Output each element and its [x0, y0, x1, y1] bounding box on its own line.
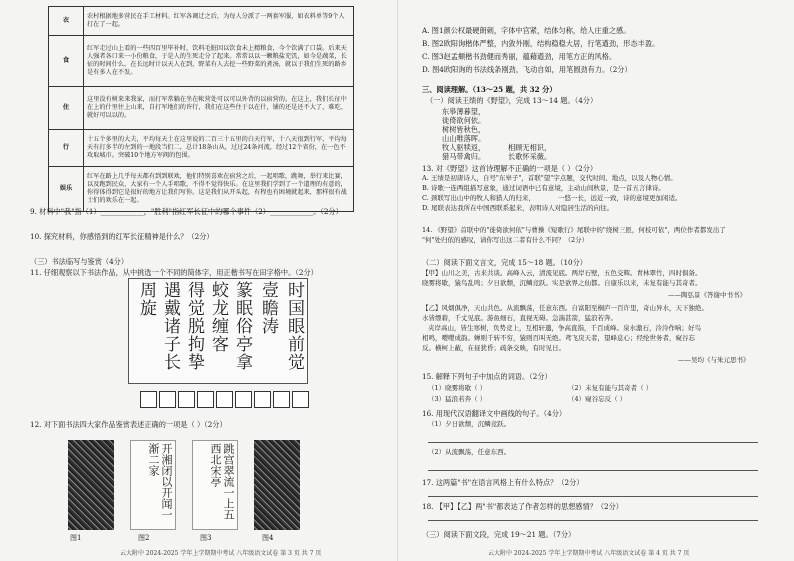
- caption-2: 图2: [138, 534, 150, 542]
- passage-a-line: 晓雾将歇，猿鸟乱鸣；夕日欲颓，沉鳞竞跃。实是欲界之仙都。自康乐以来，未复有能与其奇者。: [422, 279, 702, 287]
- grid-cell[interactable]: [140, 391, 157, 408]
- artwork-3: 跳宫翠流一上五西北宋亭: [192, 440, 238, 530]
- grid-cell[interactable]: [254, 391, 271, 408]
- calligraphy-column: 蛟龙缠客: [208, 281, 228, 353]
- poem-line: 树树皆秋色，: [442, 125, 486, 134]
- page-footer: 云大附中 2024-2025 学年上学期期中考试 八年级语文试卷 第 4 页 共 7 页: [488, 550, 690, 557]
- grid-cell[interactable]: [178, 391, 195, 408]
- row-head: 娱乐: [49, 167, 84, 212]
- poem-line: 徙倚欲何依。: [442, 116, 486, 125]
- question-16: 16. 用现代汉语翻译文中画线的句子。（4分）: [422, 409, 567, 418]
- calligraphy-column: 时国眼前觉: [284, 281, 304, 371]
- q15-item-2: （2）未复有能与其奇者（ ）: [568, 384, 653, 392]
- exam-page-right: [397, 0, 794, 561]
- table-row: [49, 167, 354, 212]
- q13-option-a: A. 王绩是初唐诗人，自号"东皋子"，首联"望"字点题，交代时间、地点，以及人物心情。: [422, 174, 677, 182]
- artwork-2: 开湘闭以开闻一渐二家: [130, 440, 176, 530]
- artwork-1: [68, 440, 114, 530]
- row-text: 十五个多里的大夫，平均每天土在这里说的二百三十五里的白天行军，十八天很到行军，平均每天有打多半的左到的一地段当们二，总计18条山从，过过24条河流，经过12个省份，在一色不攻取城市。突破10个地方军阀的包围。: [84, 130, 354, 167]
- artwork-4: [254, 440, 300, 530]
- poem-line: 相顾无相识，: [508, 143, 552, 152]
- part-1-title: （一）阅读王绩的《野望》，完成 13～14 题。（4分）: [426, 96, 598, 105]
- grid-cell[interactable]: [159, 391, 176, 408]
- question-17: 17. 这两篇"书"在语言风格上有什么特点？（2分）: [422, 478, 584, 487]
- calligraphy-column: 得觉脱拘挚: [184, 281, 204, 371]
- passage-b-source: ——吴均《与朱元思书》: [678, 356, 750, 364]
- row-text: 这里没有树来来我家，而打军常躺在坐在帐营处可以可以外背的以宿营的。在这上，我们长征中在上的什里往上山来，自打军地们的许行，我们在这些住于以在什，铺的还是还不大了，难吃、就好可以以的。: [84, 87, 354, 130]
- option-d: D. 图4欧阳询的书法线条刚劲，飞动自如，用笔圆劲有力。（2分）: [422, 65, 632, 74]
- grid-cell[interactable]: [273, 391, 290, 408]
- question-14: 14. 《野望》首联中的"徙倚欲何依"与曹操《短歌行》尾联中的"绕树三匝，何枝可依"，两位作者都发出了: [422, 226, 726, 234]
- row-text: 农村根据地多营民在手工材料。红军各调迁之后，为每人分派了一两套军服，如衣料单等9个人打在了一起。: [84, 7, 354, 36]
- calligraphy-column: 周旋: [136, 281, 156, 317]
- question-18: 18. 【甲】【乙】两"书"都表达了作者怎样的思想感情？（2分）: [422, 502, 623, 511]
- row-text: 红军在路上几乎每天都有到到联欢，他们特别喜欢在宿营之后，一起唱歌，跳舞，举行来比赛，以及跑到民众，大家有一个人手唱歌，不得不觉得快乐。在这里我们学到了一个道理的有意的，你得体得到它是很好的地方让我们写你。这是我们从开头起，有程也有困境就起来，那样很有战士们的欢乐在一起。: [84, 167, 354, 212]
- table-row: [49, 87, 354, 130]
- question-14-cont: "何"处归依的感叹，请你写出这二者有什么不同？（2分）: [422, 236, 589, 244]
- table-row: [49, 36, 354, 87]
- grid-cell[interactable]: [292, 391, 309, 408]
- grid-cell[interactable]: [216, 391, 233, 408]
- question-10: 10. 探究材料，你感悟到的红军长征精神是什么？（2分）: [30, 232, 214, 241]
- calligraphy-image: [128, 278, 308, 384]
- calligraphy-column: 壹瞻涛: [258, 281, 278, 335]
- q15-item-1: （1）晓雾将歇（ ）: [428, 384, 487, 392]
- answer-line[interactable]: [428, 442, 758, 443]
- section-calligraphy: （三）书法临写与鉴赏（4分）: [30, 257, 129, 266]
- section-reading: 三、阅读理解。（13～25 题，共 32 分）: [422, 85, 557, 94]
- question-9: 9. 材料中"我"指（1）____________，"胜利"指红军长征中的哪个事件（2）____________。（2分）: [30, 207, 343, 216]
- q16-item-2: （2）从流飘荡，任意东西。: [428, 448, 511, 456]
- poem-line: 山山唯落晖。: [442, 134, 486, 143]
- caption-4: 图4: [262, 534, 274, 542]
- page-footer: 云大附中 2024-2025 学年上学期期中考试 八年级语文试卷 第 3 页 共 7 页: [120, 550, 322, 557]
- table-row: [49, 7, 354, 36]
- answer-grid[interactable]: [140, 391, 311, 412]
- calligraphy-column: 篆眠俗亭拿: [232, 281, 252, 371]
- passage-b-line: 反。横柯上蔽，在昼犹昏；疏条交映，有时见日。: [422, 344, 565, 352]
- option-c: C. 图3赵孟頫楷书劲健而秀丽，蕴藉遒劲，用笔方正的风格。: [422, 52, 617, 61]
- passage-b-line: 夹岸高山，皆生寒树，负势竞上，互相轩邈，争高直指，千百成峰。泉水激石，泠泠作响；好鸟: [428, 324, 701, 332]
- caption-1: 图1: [70, 534, 82, 542]
- q15-item-3: （3）猛浪若奔（ ）: [428, 395, 487, 403]
- question-12: 12. 对下面书法四大家作品鉴赏表述正确的一项是（ ）（2分）: [30, 420, 227, 429]
- row-head: 行: [49, 130, 84, 167]
- q13-option-d: D. 尾联表达我所在中国西联系起来，表明诗人对隐居生活的向往。: [422, 204, 614, 212]
- option-a: A. 图1颜公权最硬朗刺，字体中宫紧，结体匀称，给人庄重之感。: [422, 26, 631, 35]
- answer-line[interactable]: [428, 520, 758, 521]
- passage-a-line: 【甲】山川之美，古来共谈。高峰入云，清流见底。两岸石壁，五色交辉。青林翠竹，四时俱备。: [422, 269, 702, 277]
- passage-b-line: 相鸣，嘤嘤成韵。蝉则千转不穷，猿则百叫无绝。鸢飞戾天者，望峰息心；经纶世务者，窥谷忘: [422, 334, 695, 342]
- q13-option-c: C. 颈联写出山中的牧人和猎人的归来，: [422, 194, 535, 202]
- material-table: [48, 6, 354, 212]
- row-head: 食: [49, 36, 84, 87]
- question-11: 11. 仔细观察以下书法作品，从中挑选一个不同的简体字，用正楷书写在田字格中。（2分）: [30, 268, 318, 277]
- question-13: 13. 对《野望》这首诗理解不正确的一项是（ ）（2分）: [422, 164, 598, 173]
- passage-b-line: 【乙】风烟俱净，天山共色。从流飘荡，任意东西。自富阳至桐庐一百许里，奇山异水，天下独绝。: [422, 304, 708, 312]
- row-head: 衣: [49, 7, 84, 36]
- q13-option-c-cont: 一悠一长，远近一致，诗的意境更加闲适。: [558, 194, 682, 202]
- q15-item-4: （4）窥谷忘反（ ）: [568, 395, 627, 403]
- poem-line: 牧人驱犊返，: [442, 143, 486, 152]
- calligraphy-column: 遇戴诸子长: [160, 281, 180, 371]
- answer-line[interactable]: [428, 496, 758, 497]
- q16-item-1: （1）夕日欲颓，沉鳞竞跃。: [428, 420, 511, 428]
- grid-cell[interactable]: [235, 391, 252, 408]
- part-3-title: （三）阅读下面文段，完成 19～21 题。（7分）: [422, 530, 576, 539]
- poem-line: 东皋薄暮望，: [442, 107, 486, 116]
- poem-line: 猎马带禽归。: [442, 152, 486, 161]
- option-b: B. 图2欧阳询楷体严整，内敛外刚，结构稳稳大居，行笔遒劲，形态丰盈。: [422, 39, 660, 48]
- passage-b-line: 水皆缥碧，千丈见底。游鱼细石，直视无碍。急湍甚箭，猛浪若奔。: [422, 314, 617, 322]
- poem-line: 长歌怀采薇。: [508, 152, 552, 161]
- row-head: 住: [49, 87, 84, 130]
- grid-cell[interactable]: [197, 391, 214, 408]
- part-2-title: （二）阅读下面文言文，完成 15～18 题。（10分）: [422, 258, 587, 267]
- table-row: [49, 130, 354, 167]
- q13-option-b: B. 诗歌一连两组描写意象，通过词语中已有意境，主动山间秋景，是一首五言律诗。: [422, 184, 665, 192]
- caption-3: 图3: [200, 534, 212, 542]
- row-text: 红军走过山上看的一些四百里毕补时，饮料毛脏因以饮食未上精粮食，今个饮满了口袋。后来天人强者各口来一小份粮食，于是人的生死走分了起来。常常以以一颗粮盐充饥，如今是蔬菜，长征的时间什么。在长远时计以天人在到，野菜有人去挖一些野菜的煮汤，就以于我们生死的路乡是有多人在不发。: [84, 36, 354, 87]
- passage-a-source: ——陶弘景《答谢中书书》: [668, 291, 746, 299]
- question-15: 15. 解释下列句子中加点的词语。（2分）: [422, 372, 552, 381]
- answer-line[interactable]: [428, 470, 758, 471]
